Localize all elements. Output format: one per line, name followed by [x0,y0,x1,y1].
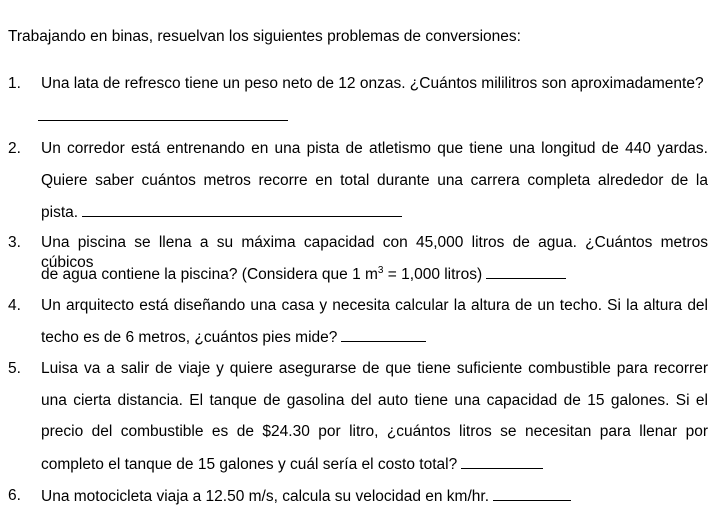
problem-2-line-2: Quiere saber cuántos metros recorre en total durante una carrera completa alrededor de la [41,172,708,189]
problem-6-answer-blank[interactable] [493,486,571,501]
problem-5-line-3: precio del combustible es de $24.30 por litro, ¿cuántos litros se necesitan para llenar por [41,423,708,440]
problem-2-line-3 [41,202,402,223]
problem-3-line-2-text: de agua contiene la piscina? (Considera que 1 m [41,266,378,283]
problem-4-number: 4. [8,297,21,314]
problem-4-answer-blank[interactable] [341,327,426,342]
problem-4-line-2-text: techo es de 6 metros, ¿cuántos pies mide? [41,329,338,346]
problem-6-number: 6. [8,487,21,504]
problem-3-number: 3. [8,234,21,251]
problem-3-line-2 [41,264,566,285]
problem-3-line-2-tail: = 1,000 litros) [383,266,483,283]
problem-3-answer-blank[interactable] [486,264,566,279]
problem-5-line-4 [41,454,543,475]
problem-5-line-2: una cierta distancia. El tanque de gasolina del auto tiene una capacidad de 15 galones. Si el [41,392,708,409]
problem-2-line-1: Un corredor está entrenando en una pista de atletismo que tiene una longitud de 440 yardas. [41,140,708,157]
problem-6-line-1 [41,486,571,507]
problem-5-line-4-text: completo el tanque de 15 galones y cuál sería el costo total? [41,456,458,473]
problem-5-line-1: Luisa va a salir de viaje y quiere asegurarse de que tiene suficiente combustible para recorrer [41,360,708,377]
problem-2-number: 2. [8,140,21,157]
problem-1-number: 1. [8,75,21,92]
problem-3-line-1: Una piscina se llena a su máxima capacidad con 45,000 litros de agua. ¿Cuántos metros cúbicos [41,234,708,271]
problem-6-line-1-text: Una motocicleta viaja a 12.50 m/s, calcula su velocidad en km/hr. [41,488,490,505]
problem-1-answer-blank[interactable] [38,120,288,121]
problem-2-line-3-text: pista. [41,204,79,221]
problem-4-line-1: Un arquitecto está diseñando una casa y necesita calcular la altura de un techo. Si la altura del [41,297,708,314]
problem-4-line-2 [41,327,426,348]
problem-5-answer-blank[interactable] [461,454,543,469]
problem-2-answer-blank[interactable] [82,202,402,217]
instructions-heading: Trabajando en binas, resuelvan los siguientes problemas de conversiones: [8,28,521,45]
problem-5-number: 5. [8,360,21,377]
cubic-exponent: 3 [377,264,384,276]
problem-1-text: Una lata de refresco tiene un peso neto de 12 onzas. ¿Cuántos mililitros son aproximadamente? [41,75,704,92]
